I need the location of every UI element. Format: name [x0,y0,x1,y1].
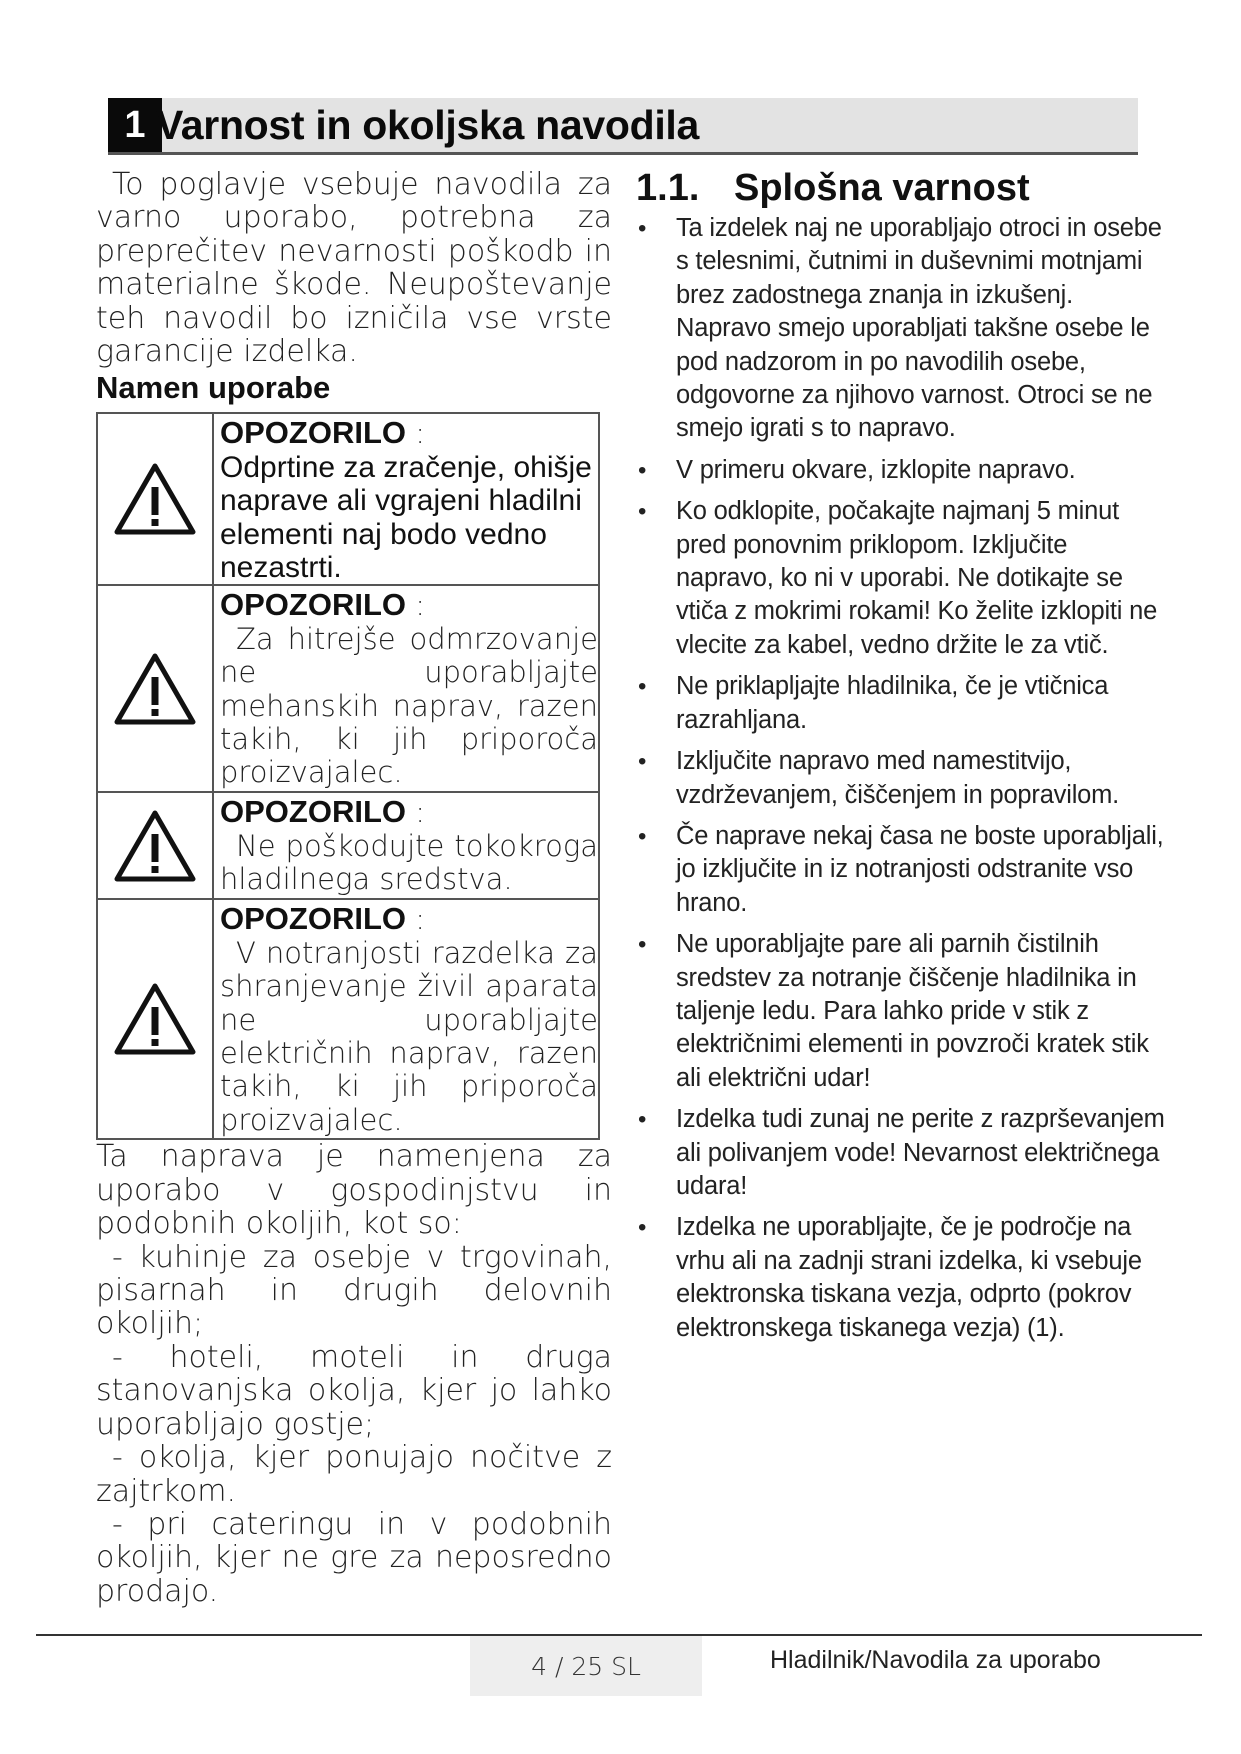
bullet-icon: • [638,822,647,850]
usage-item: - okolja, kjer ponujajo nočitve z zajtrkom. [96,1440,612,1509]
warning-triangle-icon [113,652,197,726]
warnings-table [96,412,600,1140]
warning-triangle-icon [113,982,197,1056]
usage-item: - kuhinje za osebje v trgovinah, pisarnah in drugih delovnih okoljih; [96,1239,612,1342]
right-column [636,166,1166,1353]
bullet-icon: • [638,931,647,959]
list-item-text: Izdelka ne uporabljajte, če je področje na vrhu ali na zadnji strani izdelka, ki vsebuje elektronska tiskana vezja, odprto (pokrov elektronskega tiskanega vezja) (1). [676,1213,1142,1342]
list-item-text: Ne uporabljajte pare ali parnih čistilnih sredstev za notranje čiščenje hladilnika in taljenje ledu. Para lahko pride v stik z električnimi elementi in povzroči kratek stik ali električni udar! [676,930,1149,1092]
bullet-icon: • [638,456,647,484]
warning-text-cell [214,586,598,791]
warning-icon-cell [98,414,214,584]
list-item-text: Ne priklapljajte hladilnika, če je vtičnica razrahljana. [676,672,1109,734]
usage-intro: Ta naprava je namenjena za uporabo v gospodinjstvu in podobnih okoljih, kot so: [96,1139,612,1242]
footer-document-title: Hladilnik/Navodila za uporabo [770,1646,1101,1674]
warning-text: Ne poškodujte tokokroga hladilnega sredstva. [220,828,598,897]
list-item-text: V primeru okvare, izklopite napravo. [676,455,1076,484]
bullet-icon: • [638,673,647,701]
list-item-text: Ko odklopite, počakajte najmanj 5 minut pred ponovnim priklopom. Izključite napravo, ko ni v uporabi. Ne dotikajte se vtiča z mokrimi rokami! Ko želite izklopiti ne vlecite za kabel, vedno držite le za vtič. [676,497,1158,659]
warning-label: OPOZORILO [220,587,406,623]
list-item-text: Ta izdelek naj ne uporabljajo otroci in osebe s telesnimi, čutnimi in duševnimi motnjami brez zadostnega znanja in izkušenj. Napravo smejo uporabljati takšne osebe le pod nadzorom in po navodilih osebe, odgovorne za njihovo varnost. Otroci se ne smejo igrati s to napravo. [676,214,1162,443]
warning-icon-cell [98,793,214,898]
list-item [636,495,1166,662]
left-column [96,168,612,1608]
warning-row [98,793,598,900]
warning-row [98,586,598,793]
list-item [636,454,1166,487]
warning-triangle-icon [113,462,197,536]
warning-label: OPOZORILO [220,901,406,937]
section-title-text: Splošna varnost [734,167,1030,209]
warning-triangle-icon [113,809,197,883]
list-item [636,820,1166,920]
bullet-icon: • [638,748,647,776]
bullet-icon: • [638,498,647,526]
warning-text: V notranjosti razdelka za shranjevanje živil aparata ne uporabljajte električnih naprav, razen takih, ki jih priporoča proizvajalec. [220,935,598,1137]
list-item [636,1103,1166,1203]
warning-row [98,900,598,1138]
warning-row [98,414,598,586]
bullet-icon: • [638,215,647,242]
warning-separator: : [406,416,425,451]
list-item-text: Izdelka tudi zunaj ne perite z razprševanjem ali polivanjem vode! Nevarnost električnega udara! [676,1105,1165,1200]
list-item [636,670,1166,737]
warning-separator: : [406,795,425,830]
warning-icon-cell [98,900,214,1138]
warning-text-cell [214,793,598,898]
safety-bullet-list [636,212,1166,1345]
usage-item: - pri cateringu in v podobnih okoljih, kjer ne gre za neposredno prodajo. [96,1506,612,1609]
warning-label: OPOZORILO [220,415,406,451]
purpose-heading: Namen uporabe [96,370,331,406]
warning-text: Za hitrejše odmrzovanje ne uporabljajte mehanskih naprav, razen takih, ki jih priporoča proizvajalec. [220,621,598,790]
warning-text-cell [214,414,598,584]
list-item-text: Če naprave nekaj časa ne boste uporabljali, jo izključite in iz notranjosti odstranite vso hrano. [676,821,1164,917]
section-title [636,166,1166,210]
list-item-text: Izključite napravo med namestitvijo, vzdrževanjem, čiščenjem in popravilom. [676,747,1120,809]
list-item [636,212,1166,446]
warning-icon-cell [98,586,214,791]
warning-separator: : [406,902,425,937]
warning-text-cell [214,900,598,1138]
warning-separator: : [406,588,425,623]
chapter-title: Varnost in okoljska navodila [156,102,699,148]
chapter-number: 1 [108,98,162,152]
warning-label: OPOZORILO [220,794,406,830]
bullet-icon: • [638,1214,647,1242]
page-number: 4 / 25 SL [470,1636,702,1696]
usage-item: - hoteli, moteli in druga stanovanjska okolja, kjer jo lahko uporabljajo gostje; [96,1339,612,1442]
list-item [636,745,1166,812]
list-item [636,928,1166,1095]
section-number: 1.1. [636,167,700,209]
list-item [636,1211,1166,1345]
bullet-icon: • [638,1106,647,1134]
intro-paragraph: To poglavje vsebuje navodila za varno uporabo, potrebna za preprečitev nevarnosti poškodb in materialne škode. Neupoštevanje teh navodil bo izničila vse vrste garancije izdelka. [96,167,612,370]
warning-text: Odprtine za zračenje, ohišje naprave ali vgrajeni hladilni elementi naj bodo vedno nezastrti. [220,450,592,585]
